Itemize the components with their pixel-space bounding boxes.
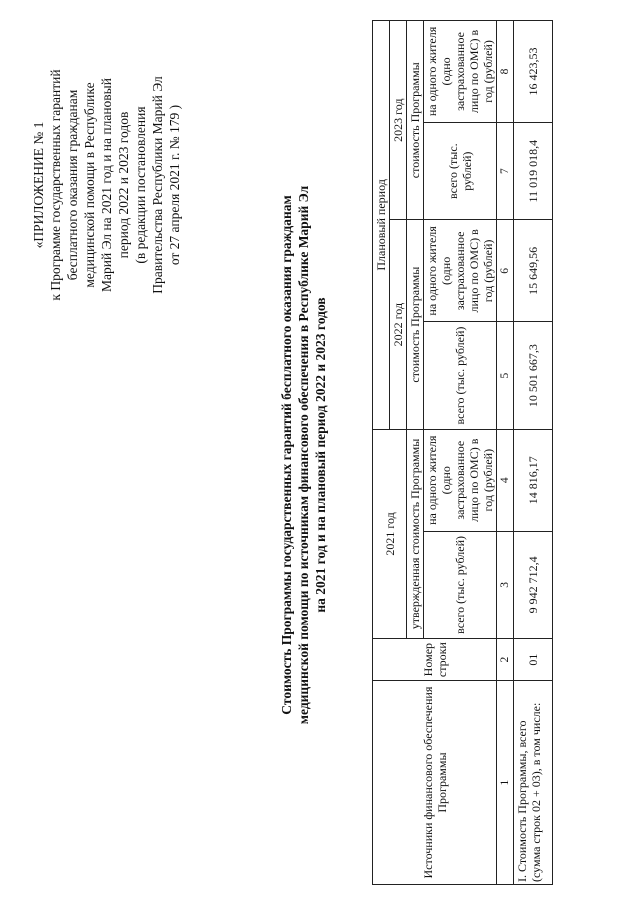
document-title: [278, 75, 329, 835]
column-number: 8: [497, 21, 514, 123]
row-number: 01: [514, 639, 553, 681]
header-total-2022: всего (тыс. рублей): [424, 322, 497, 429]
header-per-person-2022: на одного жителя (одно застрахованное лицо по ОМС) в год (рублей): [424, 220, 497, 322]
title-line: медицинской помощи по источникам финансового обеспечения в Республике Марий Эл: [296, 185, 311, 725]
header-source: Источники финансового обеспечения Программы: [373, 681, 497, 885]
appendix-line: медицинской помощи в Республике: [82, 82, 97, 288]
header-total-2023: всего (тыс. рублей): [424, 122, 497, 220]
row-total-2023: 11 019 018,4: [514, 122, 553, 220]
column-number: 3: [497, 531, 514, 638]
header-row-number: Номер строки: [373, 639, 497, 681]
column-number: 1: [497, 681, 514, 885]
appendix-line: «ПРИЛОЖЕНИЕ № 1: [31, 121, 46, 249]
column-number: 5: [497, 322, 514, 429]
row-per-person-2022: 15 649,56: [514, 220, 553, 322]
column-number: 2: [497, 639, 514, 681]
header-per-person-2021: на одного жителя (одно застрахованное лицо по ОМС) в год (рублей): [424, 429, 497, 531]
title-line: Стоимость Программы государственных гарантий бесплатного оказания гражданам: [279, 195, 294, 715]
header-planned-period: Плановый период: [373, 21, 390, 430]
cost-table: [372, 20, 553, 885]
header-year-2022: 2022 год: [390, 220, 407, 429]
column-number-row: [497, 21, 514, 885]
appendix-line: Марий Эл на 2021 год и на плановый: [99, 78, 114, 292]
table-row: [514, 21, 553, 885]
row-per-person-2023: 16 423,53: [514, 21, 553, 123]
header-approved-cost: утвержденная стоимость Программы: [407, 429, 424, 638]
header-program-cost-2023: стоимость Программы: [407, 21, 424, 220]
header-per-person-2023: на одного жителя (одно застрахованное лицо по ОМС) в год (рублей): [424, 21, 497, 123]
header-year-2021: 2021 год: [373, 429, 407, 638]
appendix-block: [30, 25, 183, 345]
row-per-person-2021: 14 816,17: [514, 429, 553, 531]
appendix-line: период 2022 и 2023 годов: [116, 111, 131, 259]
appendix-line: от 27 апреля 2021 г. № 179 ): [167, 104, 182, 266]
column-number: 7: [497, 122, 514, 220]
header-total-2021: всего (тыс. рублей): [424, 531, 497, 638]
row-total-2021: 9 942 712,4: [514, 531, 553, 638]
column-number: 4: [497, 429, 514, 531]
appendix-line: (в редакции постановления: [133, 106, 148, 264]
appendix-line: к Программе государственных гарантий: [48, 69, 63, 301]
header-program-cost-2022: стоимость Программы: [407, 220, 424, 429]
row-total-2022: 10 501 667,3: [514, 322, 553, 429]
appendix-line: Правительства Республики Марий Эл: [150, 76, 165, 294]
header-year-2023: 2023 год: [390, 21, 407, 220]
row-source: I. Стоимость Программы, всего (сумма строк 02 + 03), в том числе:: [514, 681, 553, 885]
appendix-line: бесплатного оказания гражданам: [65, 89, 80, 281]
column-number: 6: [497, 220, 514, 322]
title-line: на 2021 год и на плановый период 2022 и 2023 годов: [313, 297, 328, 613]
